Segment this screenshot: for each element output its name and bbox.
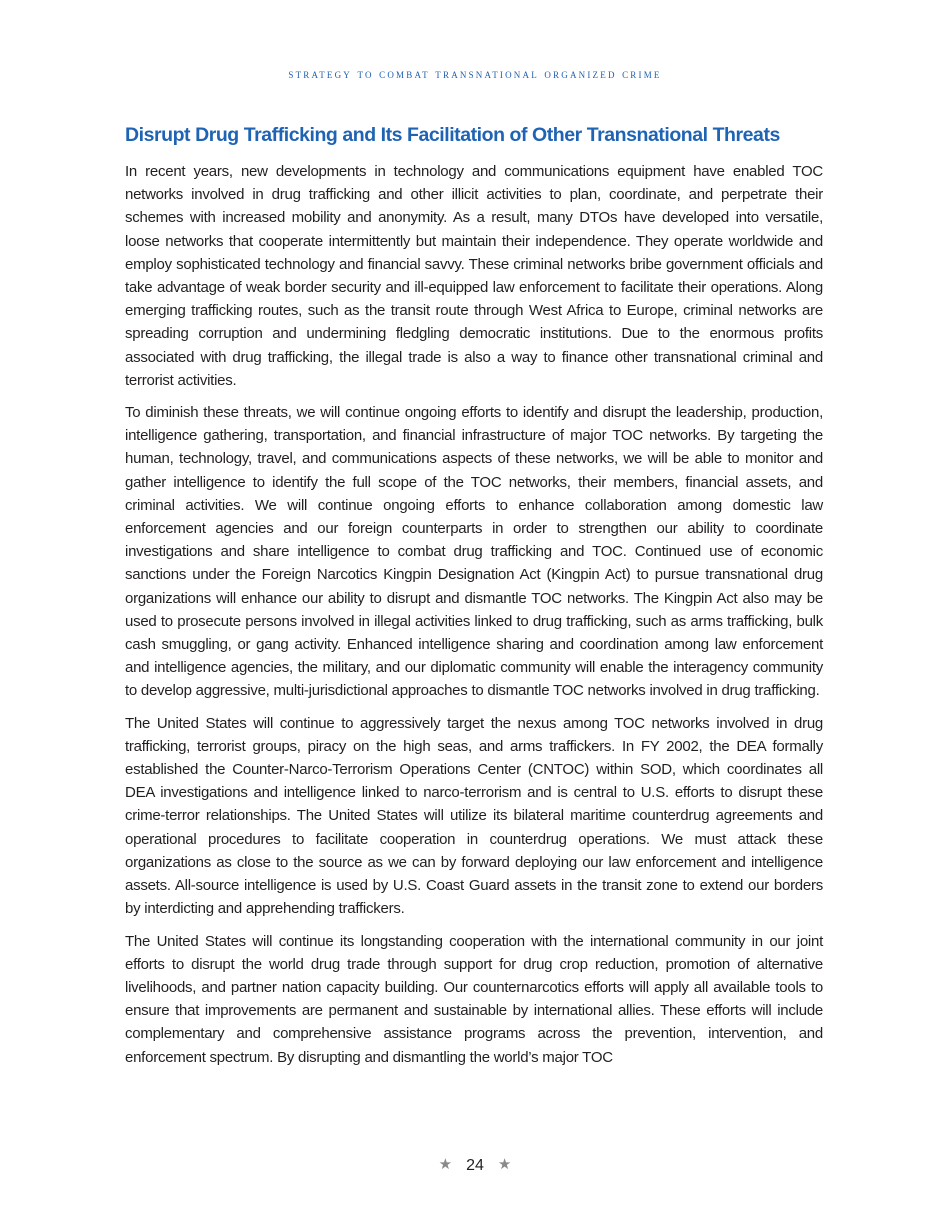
body-paragraph: To diminish these threats, we will continue ongoing efforts to identify and disrupt the leadership, production, intelligence gathering, transportation, and financial infrastructure of major TOC networks. By targeting the human, technology, travel, and communications aspects of these networks, we will be able to monitor and gather intelligence to identify the full scope of the TOC networks, their members, financial assets, and criminal activities. We will continue ongoing efforts to enhance collaboration among domestic law enforcement agencies and our foreign counterparts in order to strengthen our ability to coordinate investigations and share intelligence to combat drug trafficking and TOC. Continued use of economic sanctions under the Foreign Narcotics Kingpin Designation Act (Kingpin Act) to pursue transnational drug organizations will enhance our ability to disrupt and dismantle TOC networks. The Kingpin Act also may be used to prosecute persons involved in illegal activities linked to drug trafficking, such as arms trafficking, bulk cash smuggling, or gang activity. Enhanced intelligence sharing and coordination among law enforcement and intelligence agencies, the military, and our diplomatic community will enable the interagency community to develop aggressive, multi-jurisdictional approaches to dismantle TOC networks involved in drug trafficking. <box>125 404 823 700</box>
page-content <box>125 122 823 1078</box>
page-number: 24 <box>466 1157 484 1174</box>
star-icon: ★ <box>438 1156 453 1173</box>
star-icon: ★ <box>497 1156 512 1173</box>
body-paragraph: The United States will continue to aggressively target the nexus among TOC networks involved in drug trafficking, terrorist groups, piracy on the high seas, and arms traffickers. In FY 2002, the DEA formally established the Counter-Narco-Terrorism Operations Center (CNTOC) within SOD, which coordinates all DEA investigations and intelligence linked to narco-terrorism and is central to U.S. efforts to disrupt these crime-terror relationships. The United States will utilize its bilateral maritime counterdrug agreements and operational procedures to facilitate cooperation in counterdrug operations. We must attack these organizations as close to the source as we can by forward deploying our law enforcement and intelligence assets. All-source intelligence is used by U.S. Coast Guard assets in the transit zone to extend our borders by interdicting and apprehending traffickers. <box>125 714 823 918</box>
section-title: Disrupt Drug Trafficking and Its Facilitation of Other Transnational Threats <box>125 124 780 146</box>
body-paragraph: The United States will continue its longstanding cooperation with the international community in our joint efforts to disrupt the world drug trade through support for drug crop reduction, promotion of alternative livelihoods, and partner nation capacity building. Our counternarcotics efforts will apply all available tools to ensure that improvements are permanent and sustainable by international allies. These efforts will include complementary and comprehensive assistance programs across the prevention, intervention, and enforcement spectrum. By disrupting and dismantling the world’s major TOC <box>125 932 823 1066</box>
body-paragraph: In recent years, new developments in technology and communications equipment have enabled TOC networks involved in drug trafficking and other illicit activities to plan, coordinate, and perpetrate their schemes with increased mobility and anonymity. As a result, many DTOs have developed into versatile, loose networks that cooperate intermittently but maintain their independence. They operate worldwide and employ sophisticated technology and financial savvy. These criminal networks bribe government officials and take advantage of weak border security and ill-equipped law enforcement to facilitate their operations. Along emerging trafficking routes, such as the transit route through West Africa to Europe, criminal networks are spreading corruption and undermining fledgling democratic institutions. Due to the enormous profits associated with drug trafficking, the illegal trade is also a way to finance other transnational criminal and terrorist activities. <box>125 163 823 389</box>
running-header: strategy to combat transnational organized crime <box>288 66 662 81</box>
page-footer <box>0 1156 950 1175</box>
